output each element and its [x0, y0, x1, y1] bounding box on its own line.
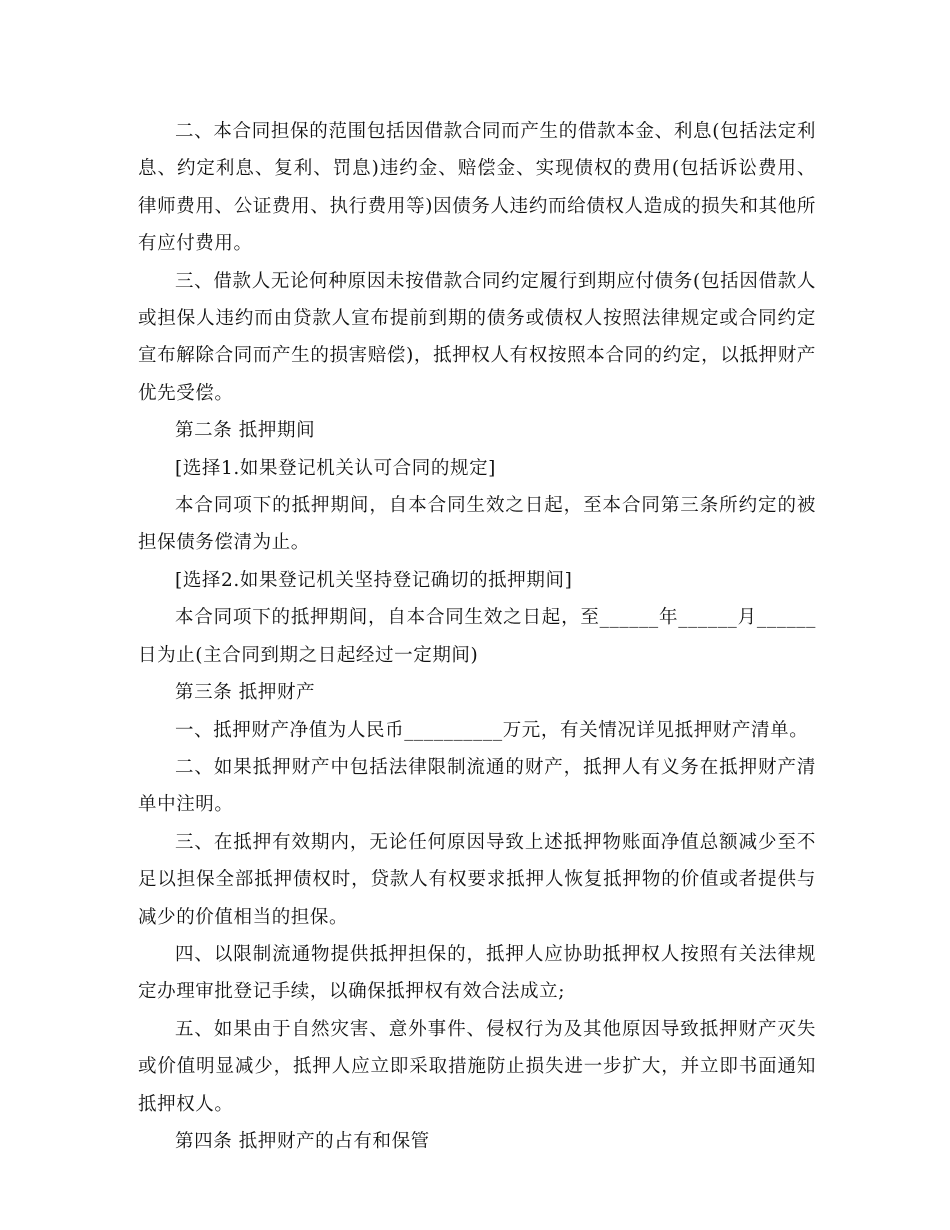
- option-1-note: [选择1.如果登记机关认可合同的规定]: [175, 457, 496, 479]
- clause-restricted-registration: 四、以限制流通物提供抵押担保的，抵押人应协助抵押权人按照有关法律规定办理审批登记手续，以确保抵押权有效合法成立;: [138, 943, 816, 1003]
- clause-priority-repayment: 三、借款人无论何种原因未按借款合同约定履行到期应付债务(包括因借款人或担保人违约而由贷款人宣布提前到期的债务或债权人按照法律规定或合同约定宣布解除合同而产生的损害赔偿)，抵押权人有权按照本合同的约定，以抵押财产优先受偿。: [138, 270, 816, 404]
- document-body: [138, 113, 816, 1160]
- clause-scope-of-guarantee: 二、本合同担保的范围包括因借款合同而产生的借款本金、利息(包括法定利息、约定利息、复利、罚息)违约金、赔偿金、实现债权的费用(包括诉讼费用、律师费用、公证费用、执行费用等)因债务人违约而给债权人造成的损失和其他所有应付费用。: [138, 121, 816, 255]
- clause-value-decrease: 三、在抵押有效期内，无论任何原因导致上述抵押物账面净值总额减少至不足以担保全部抵押债权时，贷款人有权要求抵押人恢复抵押物的价值或者提供与减少的价值相当的担保。: [138, 831, 816, 928]
- clause-net-value: 一、抵押财产净值为人民币__________万元，有关情况详见抵押财产清单。: [175, 719, 809, 741]
- clause-restricted-property: 二、如果抵押财产中包括法律限制流通的财产，抵押人有义务在抵押财产清单中注明。: [138, 756, 816, 816]
- article-4-heading: 第四条 抵押财产的占有和保管: [175, 1130, 430, 1152]
- clause-loss-notification: 五、如果由于自然灾害、意外事件、侵权行为及其他原因导致抵押财产灭失或价值明显减少，抵押人应立即采取措施防止损失进一步扩大，并立即书面通知抵押权人。: [138, 1018, 816, 1115]
- option-2-note: [选择2.如果登记机关坚持登记确切的抵押期间]: [175, 569, 573, 591]
- option-1-clause: 本合同项下的抵押期间，自本合同生效之日起，至本合同第三条所约定的被担保债务偿清为止。: [138, 495, 816, 554]
- option-2-clause: 本合同项下的抵押期间，自本合同生效之日起，至______年______月______日为止(主合同到期之日起经过一定期间): [138, 607, 816, 666]
- article-2-heading: 第二条 抵押期间: [175, 420, 316, 442]
- article-3-heading: 第三条 抵押财产: [175, 682, 316, 704]
